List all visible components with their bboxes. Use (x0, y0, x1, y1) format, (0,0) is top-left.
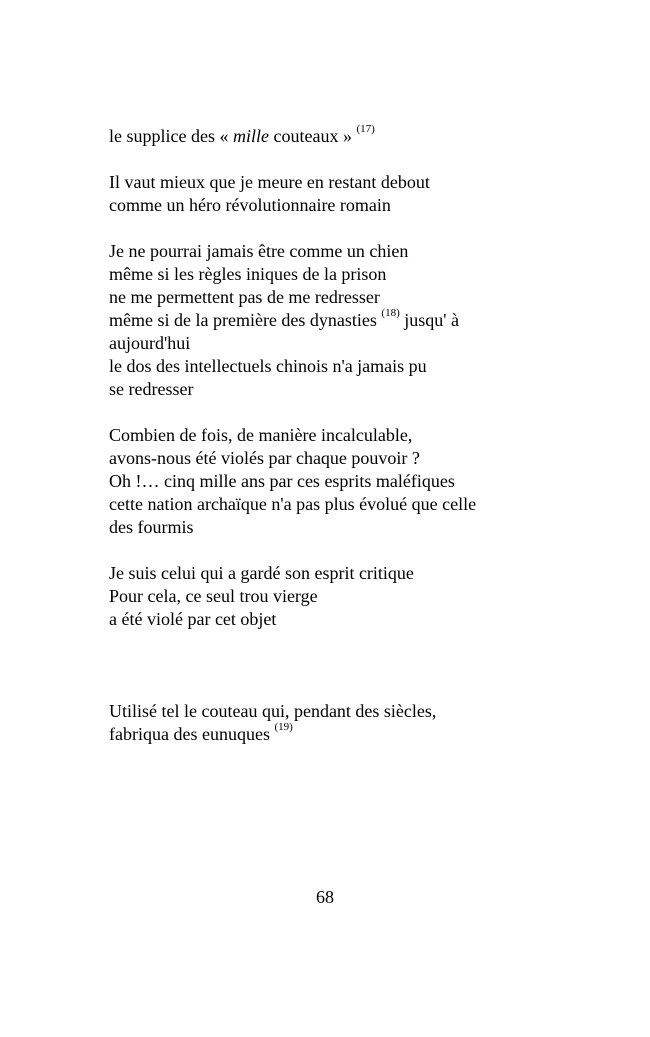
stanza-break (109, 539, 559, 562)
poem-line: des fourmis (109, 517, 194, 537)
poem-line: Je ne pourrai jamais être comme un chien (109, 241, 409, 261)
poem-line: Combien de fois, de manière incalculable, (109, 425, 413, 445)
stanza-break (109, 401, 559, 424)
poem-line: Pour cela, ce seul trou vierge (109, 586, 318, 606)
poem-line: Je suis celui qui a gardé son esprit critique (109, 563, 414, 583)
footnote-ref: (17) (356, 123, 375, 135)
page-number: 68 (316, 887, 334, 907)
poem-line: a été violé par cet objet (109, 609, 277, 629)
stanza-break (109, 217, 559, 240)
poem-line (109, 309, 559, 332)
poem-line: avons-nous été violés par chaque pouvoir ? (109, 448, 420, 468)
line-text: fabriqua des eunuques (109, 724, 275, 744)
poem-line: se redresser (109, 379, 194, 399)
footnote-ref: (19) (274, 721, 293, 733)
poem-line: comme un héro révolutionnaire romain (109, 195, 391, 215)
italic-word: mille (232, 126, 269, 146)
poem-line: Il vaut mieux que je meure en restant debout (109, 172, 430, 192)
poem-line: ne me permettent pas de me redresser (109, 287, 380, 307)
stanza-break (109, 631, 559, 700)
poem-line (109, 125, 559, 148)
poem-line: cette nation archaïque n'a pas plus évolué que celle (109, 494, 477, 514)
poem-line (109, 723, 559, 746)
line-text: couteaux » (268, 126, 357, 146)
poem-line: même si les règles iniques de la prison (109, 264, 387, 284)
line-text: le supplice des « (109, 126, 233, 146)
line-text: même si de la première des dynasties (109, 310, 382, 330)
poem-line: le dos des intellectuels chinois n'a jamais pu (109, 356, 427, 376)
stanza-break (109, 148, 559, 171)
poem-line: Oh !… cinq mille ans par ces esprits maléfiques (109, 471, 455, 491)
line-text: jusqu' à (399, 310, 459, 330)
poem-line: Utilisé tel le couteau qui, pendant des siècles, (109, 701, 437, 721)
poem-body (109, 125, 559, 746)
footnote-ref: (18) (381, 307, 400, 319)
poem-line: aujourd'hui (109, 333, 191, 353)
